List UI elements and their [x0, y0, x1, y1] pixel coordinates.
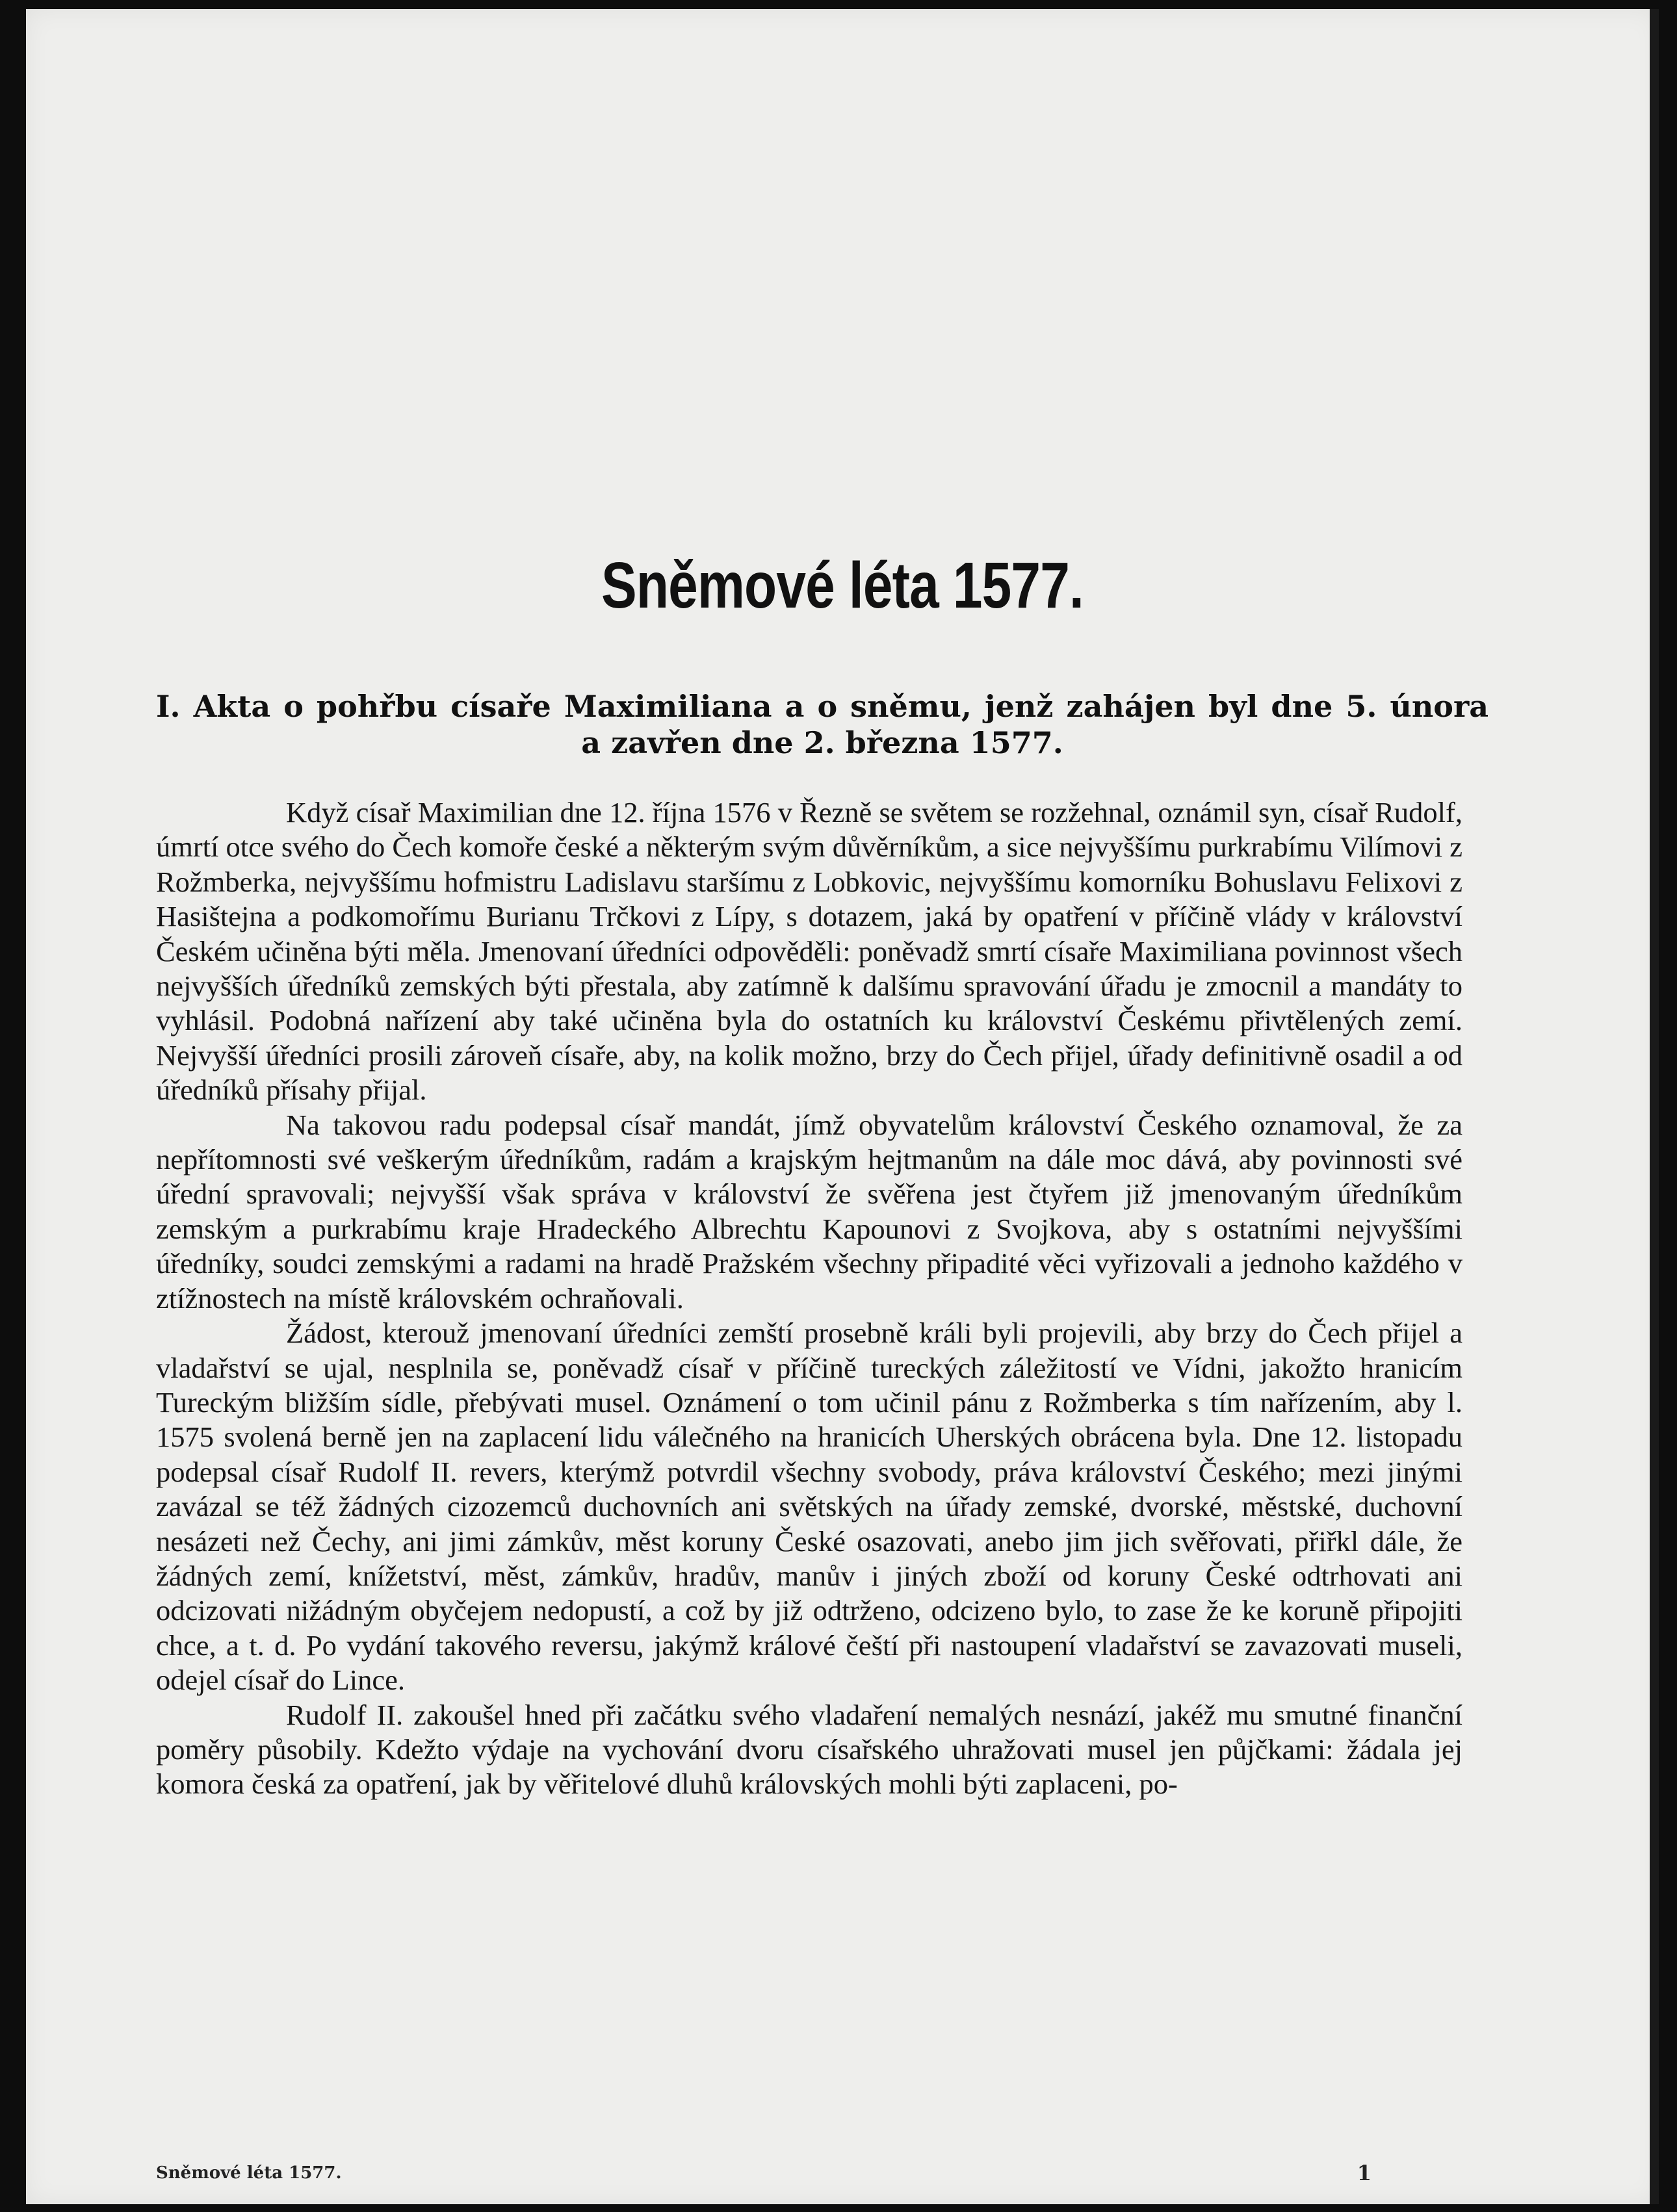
section-heading-line-2: a zavřen dne 2. března 1577.	[581, 725, 1063, 760]
document-page	[26, 9, 1659, 2204]
running-title: Sněmové léta 1577.	[156, 2163, 342, 2183]
page-edge-shadow	[1650, 9, 1659, 2204]
paragraph-3: Žádost, kterouž jmenovaní úředníci zemští prosebně králi byli projevili, aby brzy do Čech přijel a vladařství se ujal, nesplnila se, poněvadž císař v příčině tureckých záležitostí ve Vídni, jakožto hranicím Tureckým bližším sídle, přebývati musel. Oznámení o tom učinil pánu z Rožmberka s tím nařízením, aby l. 1575 svolená berně jen na zaplacení lidu válečného na hranicích Uherských obrácena byla. Dne 12. listopadu podepsal císař Rudolf II. revers, kterýmž potvrdil všechny svobody, práva království Českého; mezi jinými zavázal se též žádných cizozemců duchovních ani světských na úřady zemské, dvorské, městské, duchovní nesázeti než Čechy, ani jimi zámkův, měst koruny České osazovati, anebo jim jich svěřovati, přiřkl dále, že žádných zemí, knížetství, měst, zámkův, hradův, manův i jiných zboží od koruny České odtrhovati ani odcizovati nižádným obyčejem nedopustí, a což by již odtrženo, odcizeno bylo, to zase že ke koruně připojiti chce, a t. d. Po vydání takového reversu, jakýmž králové čeští při nastoupení vladařství se zavazovati museli, odejel císař do Lince.	[156, 1317, 1462, 1697]
section-heading-line-1: I. Akta o pohřbu císaře Maximiliana a o sněmu, jenž zahájen byl dne 5. února	[156, 689, 1488, 724]
body-text	[156, 795, 1462, 1802]
section-heading	[156, 688, 1488, 761]
page-number: 1	[1357, 2161, 1372, 2185]
paragraph-4: Rudolf II. zakoušel hned při začátku svého vladaření nemalých nesnází, jakéž mu smutné finanční poměry působily. Kdežto výdaje na vychování dvoru císařského uhražovati musel jen půjčkami: žádala jej komora česká za opatření, jak by věřitelové dluhů královských mohli býti zaplaceni, po-	[156, 1698, 1462, 1801]
paragraph-2: Na takovou radu podepsal císař mandát, jímž obyvatelům království Českého oznamoval, že za nepřítomnosti své veškerým úředníkům, radám a krajským hejtmanům na dále moc dává, aby povinnosti své úřední spravovali; nejvyšší však správa v království že svěřena jest čtyřem již jmenovaným úředníkům zemským a purkrabímu kraje Hradeckého Albrechtu Kapounovi z Svojkova, aby s ostatními nejvyššími úředníky, soudci zemskými a radami na hradě Pražském všechny připadité věci vyřizovali a jednoho každého v ztížnostech na místě královském ochraňovali.	[156, 1108, 1462, 1315]
paragraph-1: Když císař Maximilian dne 12. října 1576 v Řezně se světem se rozžehnal, oznámil syn, císař Rudolf, úmrtí otce svého do Čech komoře české a některým svým důvěrníkům, a sice nejvyššímu purkrabímu Vilímovi z Rožmberka, nejvyššímu hofmistru Ladislavu staršímu z Lobkovic, nejvyššímu komorníku Bohuslavu Felixovi z Hasištejna a podkomořímu Burianu Trčkovi z Lípy, s dotazem, jaká by opatření v příčině vlády v království Českém učiněna býti měla. Jmenovaní úředníci odpověděli: poněvadž smrtí císaře Maximiliana povinnost všech nejvyšších úředníků zemských býti přestala, aby zatímně k dalšímu spravování úřadu je zmocnil a mandáty to vyhlásil. Podobná nařízení aby také učiněna byla do ostatních ku království Českému přivtělených zemí. Nejvyšší úředníci prosili zároveň císaře, aby, na kolik možno, brzy do Čech přijel, úřady definitivně osadil a od úředníků přísahy přijal.	[156, 796, 1462, 1107]
page-title: Sněmové léta 1577.	[601, 549, 1084, 622]
